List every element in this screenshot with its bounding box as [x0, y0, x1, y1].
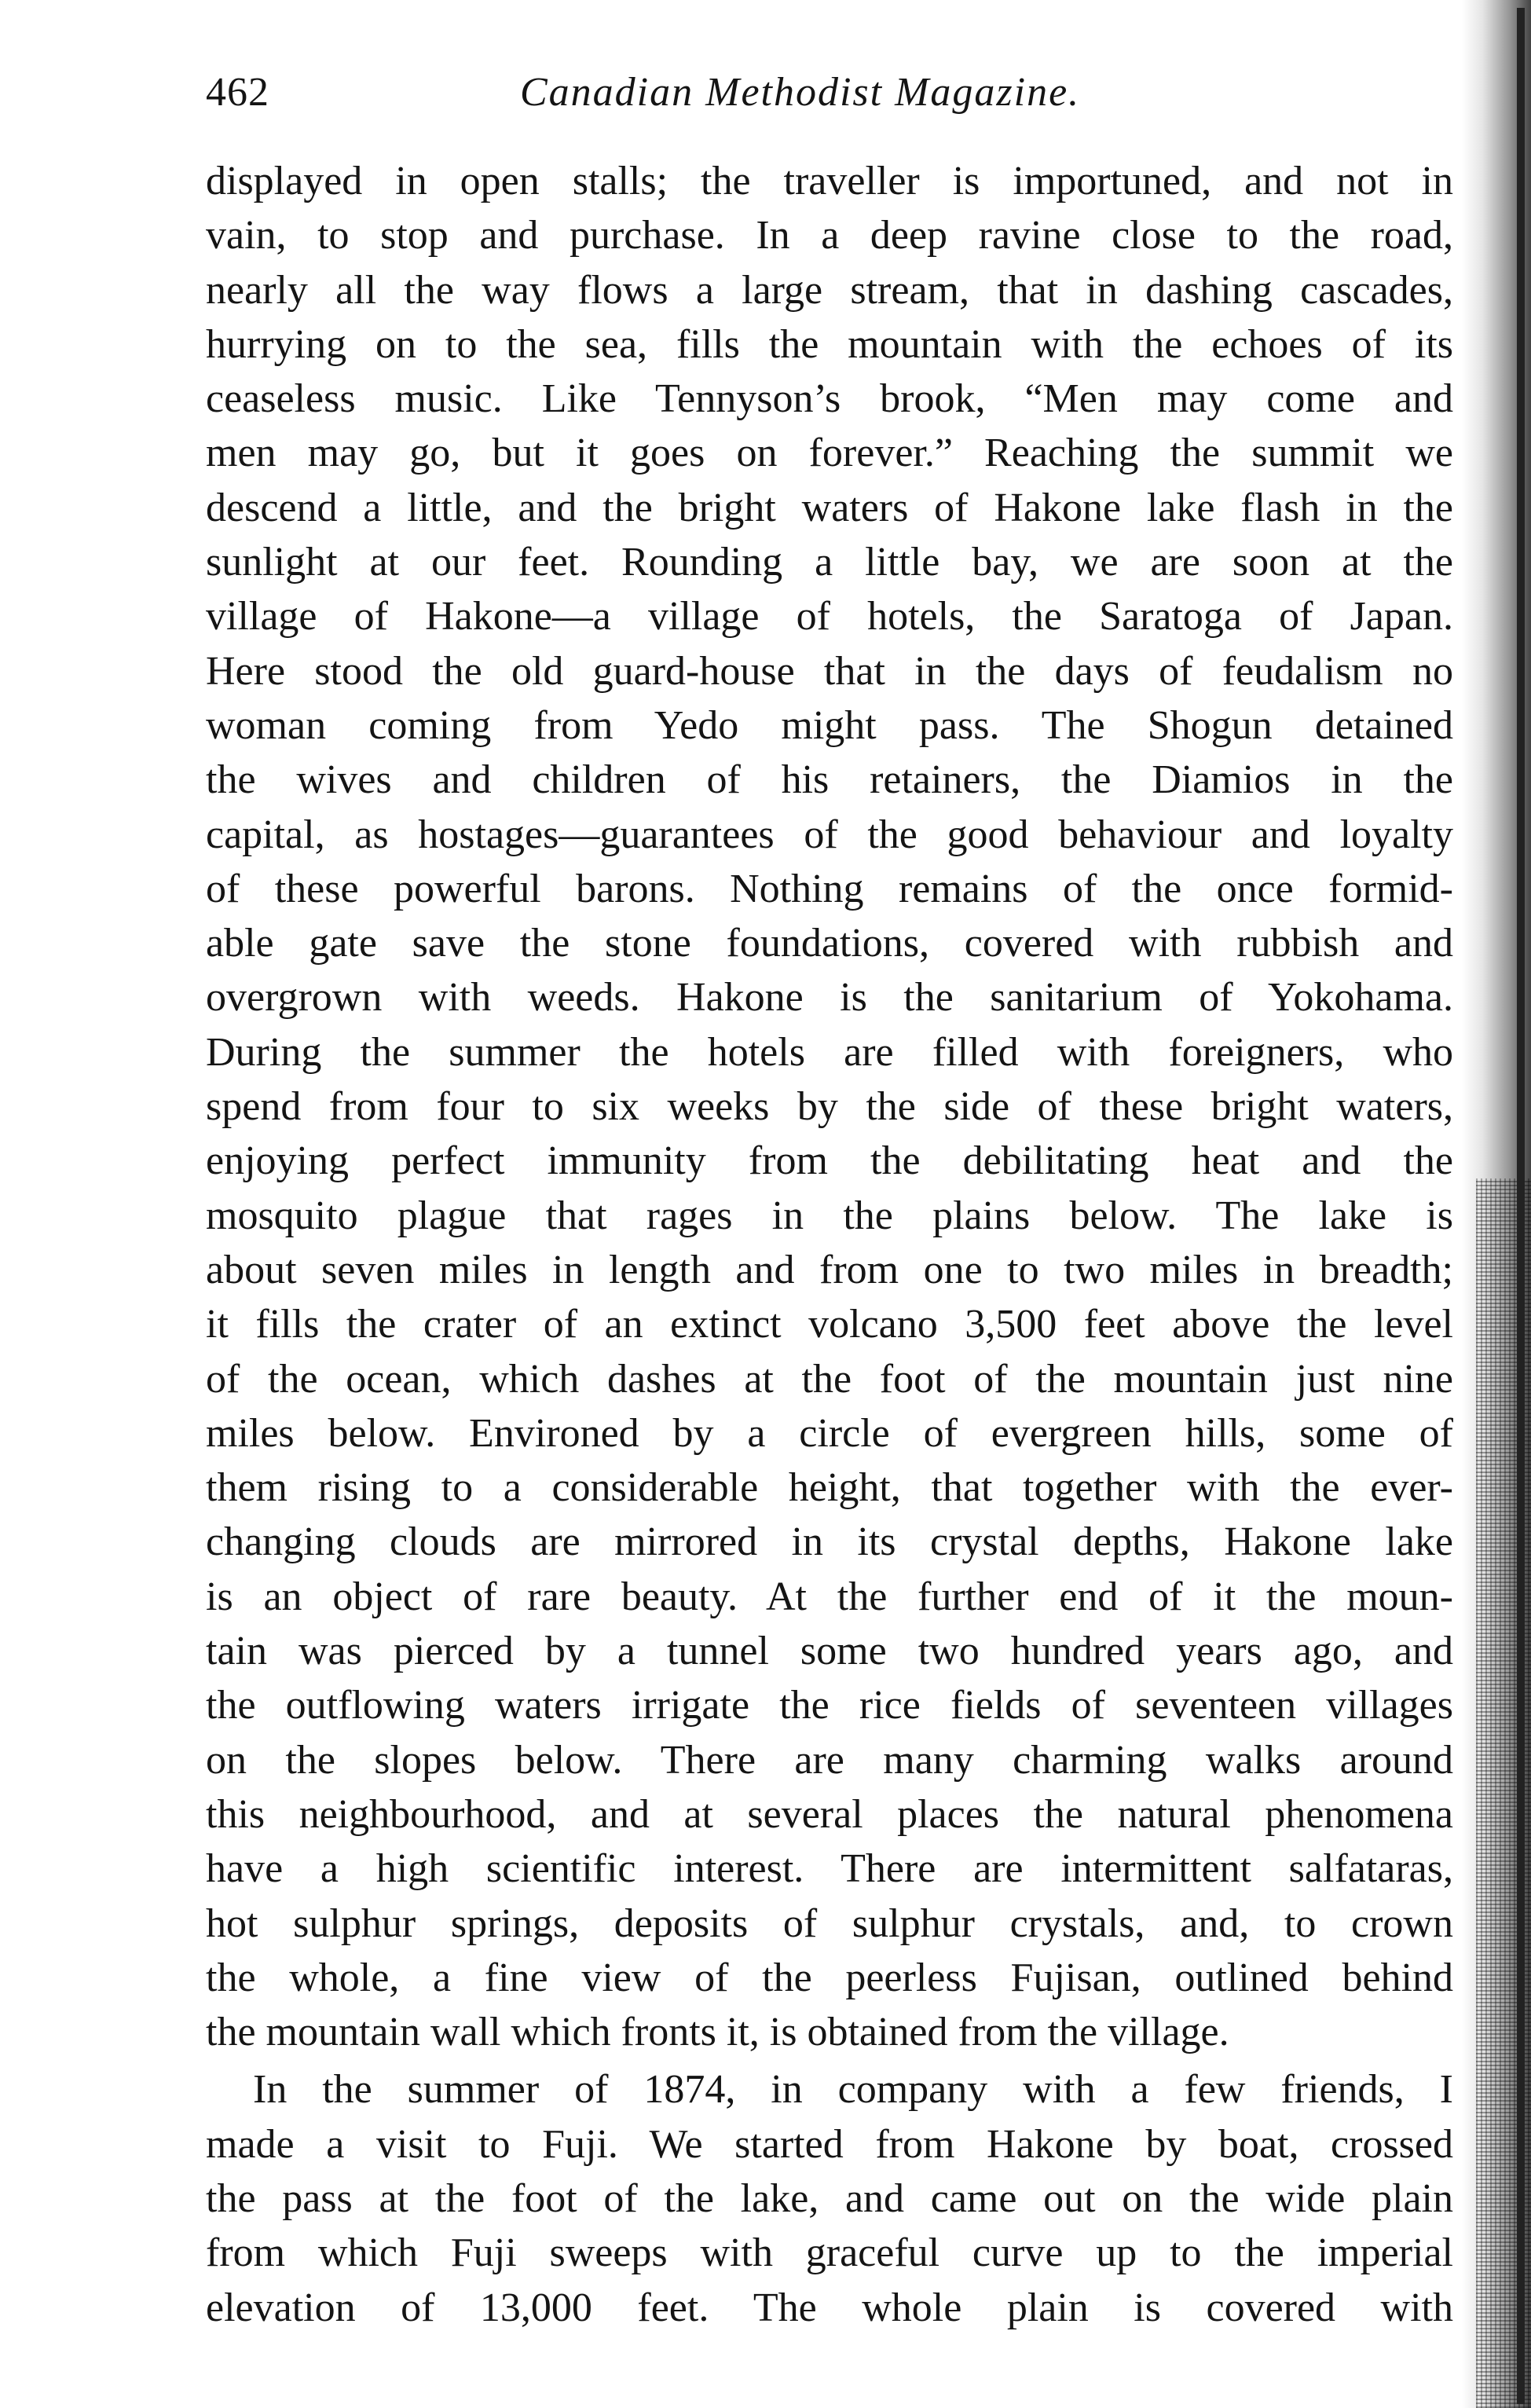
text-line: the pass at the foot of the lake, and came out on the wide plain [206, 2175, 1453, 2221]
text-line: of these powerful barons. Nothing remains of the once formid- [206, 866, 1453, 911]
text-line: woman coming from Yedo might pass. The Shogun detained [206, 702, 1453, 748]
text-line: changing clouds are mirrored in its crystal depths, Hakone lake [206, 1519, 1453, 1565]
text-line: made a visit to Fuji. We started from Hakone by boat, crossed [206, 2121, 1453, 2167]
text-line: During the summer the hotels are filled with foreigners, who [206, 1029, 1453, 1075]
text-line: elevation of 13,000 feet. The whole plain is covered with [206, 2285, 1453, 2330]
text-line: descend a little, and the bright waters of Hakone lake flash in the [206, 485, 1453, 530]
text-line: ceaseless music. Like Tennyson’s brook, “Men may come and [206, 376, 1453, 422]
text-line: sunlight at our feet. Rounding a little bay, we are soon at the [206, 540, 1453, 585]
text-line: tain was pierced by a tunnel some two hundred years ago, and [206, 1629, 1453, 1674]
paragraph-2 [206, 2062, 1453, 2334]
page-header [206, 61, 1180, 124]
text-line: hot sulphur springs, deposits of sulphur crystals, and, to crown [206, 1900, 1453, 1946]
text-line: overgrown with weeds. Hakone is the sanitarium of Yokohama. [206, 975, 1453, 1021]
text-line: about seven miles in length and from one to two miles in breadth; [206, 1247, 1453, 1292]
text-line: Here stood the old guard-house that in the days of feudalism no [206, 648, 1453, 694]
text-line: spend from four to six weeks by the side of these bright waters, [206, 1084, 1453, 1130]
text-line: displayed in open stalls; the traveller is importuned, and not in [206, 159, 1453, 203]
text-line: men may go, but it goes on forever.” Reaching the summit we [206, 431, 1453, 476]
text-line: vain, to stop and purchase. In a deep ravine close to the road, [206, 213, 1453, 258]
text-line: of the ocean, which dashes at the foot of the mountain just nine [206, 1356, 1453, 1402]
text-line: is an object of rare beauty. At the further end of it the moun- [206, 1574, 1453, 1619]
page-edge-line [1517, 8, 1525, 2404]
text-line: the mountain wall which fronts it, is obtained from the village. [206, 2010, 1229, 2055]
paragraph-1 [206, 154, 1453, 2059]
text-line: the whole, a fine view of the peerless Fujisan, outlined behind [206, 1955, 1453, 2000]
text-line: it fills the crater of an extinct volcano 3,500 feet above the level [206, 1302, 1453, 1347]
text-line: the outflowing waters irrigate the rice fields of seventeen villages [206, 1683, 1453, 1728]
text-line: the wives and children of his retainers, the Diamios in the [206, 757, 1453, 803]
text-line: enjoying perfect immunity from the debilitating heat and the [206, 1138, 1453, 1184]
text-line: this neighbourhood, and at several places the natural phenomena [206, 1791, 1453, 1837]
text-line: have a high scientific interest. There are intermittent salfataras, [206, 1846, 1453, 1892]
text-line: miles below. Environed by a circle of evergreen hills, some of [206, 1410, 1453, 1456]
text-line: nearly all the way flows a large stream, that in dashing cascades, [206, 267, 1453, 313]
text-line: on the slopes below. There are many charming walks around [206, 1737, 1453, 1783]
text-line: mosquito plague that rages in the plains below. The lake is [206, 1193, 1453, 1238]
text-line: able gate save the stone foundations, covered with rubbish and [206, 921, 1453, 966]
text-line: hurrying on to the sea, fills the mountain with the echoes of its [206, 321, 1453, 367]
body-text [206, 154, 1453, 2335]
text-line: capital, as hostages—guarantees of the good behaviour and loyalty [206, 812, 1453, 857]
running-title: Canadian Methodist Magazine. [520, 70, 1081, 115]
page-number: 462 [206, 70, 269, 115]
text-line: village of Hakone—a village of hotels, the Saratoga of Japan. [206, 594, 1453, 640]
text-line: from which Fuji sweeps with graceful curve up to the imperial [206, 2230, 1453, 2276]
text-line: In the summer of 1874, in company with a few friends, I [253, 2067, 1453, 2113]
text-line: them rising to a considerable height, that together with the ever- [206, 1465, 1453, 1511]
